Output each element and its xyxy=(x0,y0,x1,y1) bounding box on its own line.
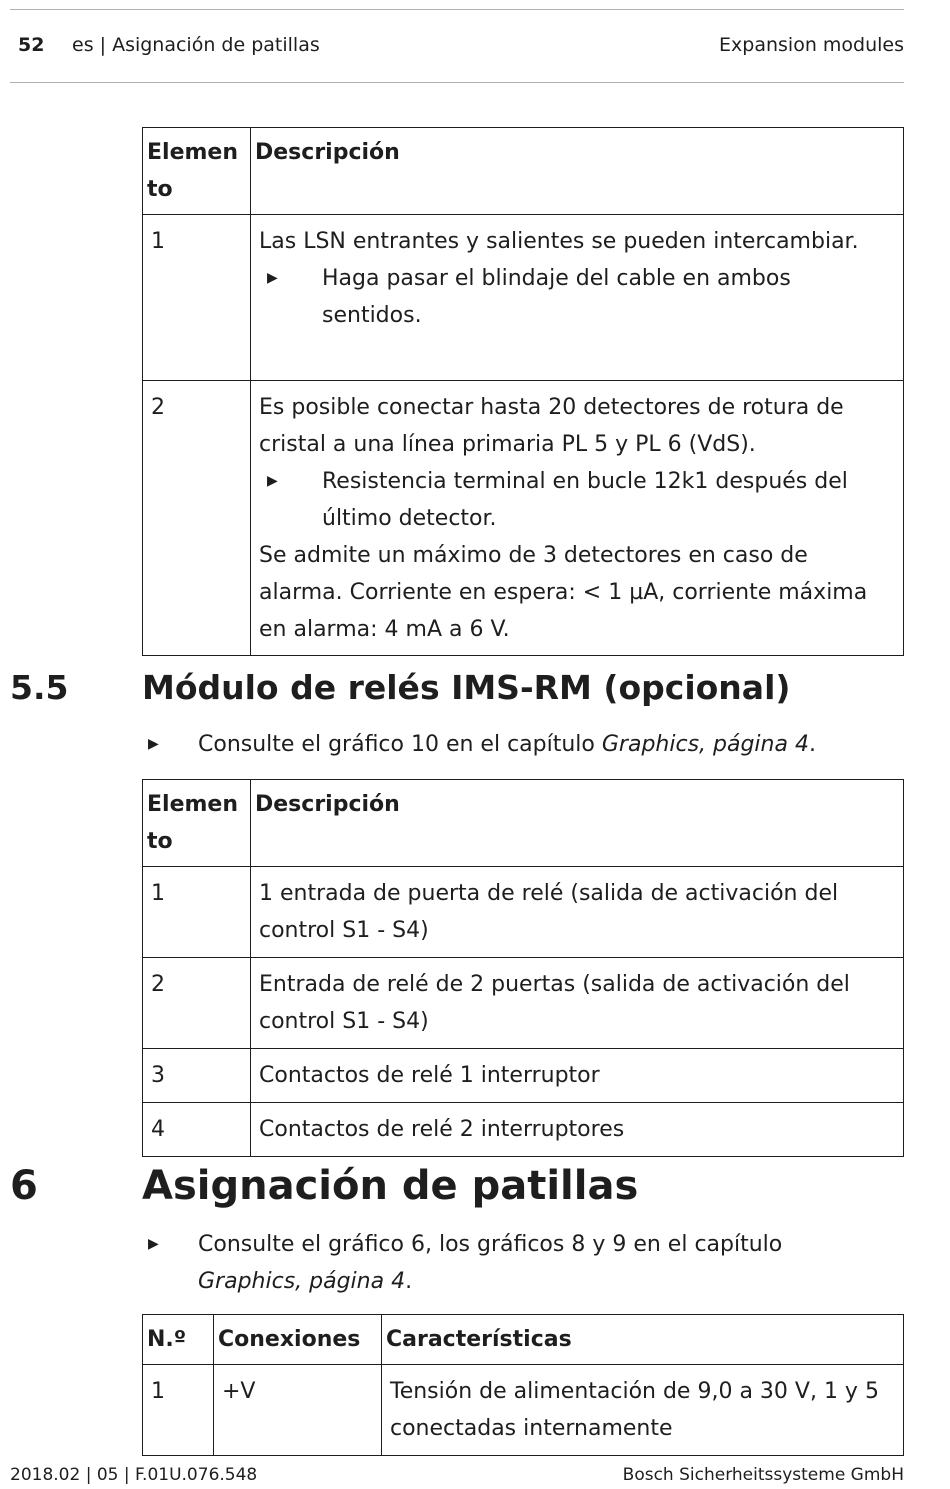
column-header-number: N.º xyxy=(143,1315,214,1365)
header-title: es | Asignación de patillas xyxy=(72,34,320,56)
column-header-description: Descripción xyxy=(251,780,904,867)
table-header-row xyxy=(143,780,904,867)
row-characteristics: Tensión de alimentación de 9,0 a 30 V, 1 y 5 conectadas internamente xyxy=(382,1365,904,1456)
footer-company: Bosch Sicherheitssysteme GmbH xyxy=(622,1465,904,1485)
column-header-element: Elemento xyxy=(143,128,251,215)
header-top-rule xyxy=(10,9,904,10)
column-header-description: Descripción xyxy=(251,128,904,215)
table-row xyxy=(143,1049,904,1103)
bullet-triangle-icon: ▶ xyxy=(148,1236,159,1252)
row-number: 1 xyxy=(143,215,251,381)
row-description: Contactos de relé 2 interruptores xyxy=(251,1103,904,1157)
description-text: Es posible conectar hasta 20 detectores de rotura de cristal a una línea primaria PL 5 y PL 6 (VdS). xyxy=(259,395,844,457)
row-number: 4 xyxy=(143,1103,251,1157)
column-header-characteristics: Características xyxy=(382,1315,904,1365)
row-number: 3 xyxy=(143,1049,251,1103)
bullet-item xyxy=(259,260,895,334)
table-row xyxy=(143,867,904,958)
header-bottom-rule xyxy=(10,82,904,83)
row-description xyxy=(251,381,904,656)
bullet-triangle-icon: ▶ xyxy=(267,473,278,489)
page-number: 52 xyxy=(18,34,45,56)
table-row xyxy=(143,381,904,656)
intro-text: Consulte el gráfico 10 en el capítulo Graphics, página 4. xyxy=(198,732,816,757)
bullet-triangle-icon: ▶ xyxy=(267,270,278,286)
row-description: Entrada de relé de 2 puertas (salida de activación del control S1 - S4) xyxy=(251,958,904,1049)
row-number: 2 xyxy=(143,381,251,656)
row-connection: +V xyxy=(214,1365,382,1456)
table-row xyxy=(143,1365,904,1456)
section-intro xyxy=(148,726,816,763)
bullet-item xyxy=(259,463,895,537)
table-header-row xyxy=(143,128,904,215)
table-header-row xyxy=(143,1315,904,1365)
section-number: 5.5 xyxy=(10,668,69,707)
column-header-element: Elemento xyxy=(143,780,251,867)
row-number: 2 xyxy=(143,958,251,1049)
graphics-reference-link[interactable]: Graphics, página 4 xyxy=(601,732,809,757)
bullet-text: Resistencia terminal en bucle 12k1 después del último detector. xyxy=(322,469,848,531)
intro-text: Consulte el gráfico 6, los gráficos 8 y 9 en el capítulo Graphics, página 4. xyxy=(198,1232,783,1294)
section-title: Módulo de relés IMS-RM (opcional) xyxy=(142,668,791,707)
table-row xyxy=(143,958,904,1049)
chapter-intro xyxy=(148,1226,848,1300)
description-text-2: Se admite un máximo de 3 detectores en caso de alarma. Corriente en espera: < 1 µA, corriente máxima en alarma: 4 mA a 6 V. xyxy=(259,543,868,642)
row-description xyxy=(251,215,904,381)
element-table-1 xyxy=(142,127,904,656)
table-row xyxy=(143,1103,904,1157)
table-row xyxy=(143,215,904,381)
element-table-2 xyxy=(142,779,904,1157)
row-description: 1 entrada de puerta de relé (salida de activación del control S1 - S4) xyxy=(251,867,904,958)
description-text: Las LSN entrantes y salientes se pueden intercambiar. xyxy=(259,229,859,254)
bullet-text: Haga pasar el blindaje del cable en ambos sentidos. xyxy=(322,266,791,328)
chapter-title: Asignación de patillas xyxy=(142,1163,639,1209)
graphics-reference-link[interactable]: Graphics, página 4 xyxy=(198,1269,406,1294)
header-chapter: Expansion modules xyxy=(719,34,904,56)
footer-document-id: 2018.02 | 05 | F.01U.076.548 xyxy=(10,1465,258,1485)
chapter-number: 6 xyxy=(10,1163,38,1209)
row-number: 1 xyxy=(143,867,251,958)
row-description: Contactos de relé 1 interruptor xyxy=(251,1049,904,1103)
pin-assignment-table xyxy=(142,1314,904,1456)
bullet-triangle-icon: ▶ xyxy=(148,736,159,752)
row-number: 1 xyxy=(143,1365,214,1456)
column-header-connections: Conexiones xyxy=(214,1315,382,1365)
